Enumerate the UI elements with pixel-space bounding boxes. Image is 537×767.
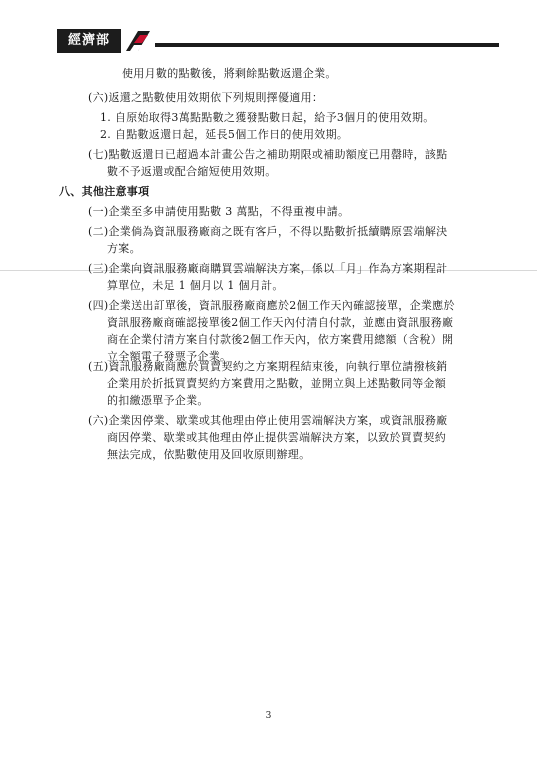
s8-item-3-line-1: (三)企業向資訊服務廠商購買雲端解決方案，係以「月」作為方案期程計: [88, 262, 448, 275]
s8-item-4-line-2: 資訊服務廠商確認接單後2個工作天內付清自付款，並應由資訊服務廠: [107, 316, 454, 329]
s8-item-5-line-3: 的扣繳憑單予企業。: [107, 394, 209, 407]
s8-item-2-line-1: (二)企業倘為資訊服務廠商之既有客戶，不得以點數折抵續購原雲端解決: [88, 225, 448, 238]
ministry-label: 經濟部: [57, 29, 121, 53]
s8-item-4-line-1: (四)企業送出訂單後，資訊服務廠商應於2個工作天內確認接單，企業應於: [88, 299, 455, 312]
page-header: [57, 27, 499, 55]
s8-item-6-line-3: 無法完成，依點數使用及回收原則辦理。: [107, 448, 311, 461]
section-8-title: 八、其他注意事項: [59, 185, 150, 198]
s8-item-4-line-4: 立全額電子發票予企業。: [107, 350, 232, 363]
s8-item-5-line-2: 企業用於折抵買賣契約方案費用之點數，並開立與上述點數同等金額: [107, 377, 446, 390]
page-number: 3: [265, 711, 272, 721]
item-7-line-1: (七)點數返還日已超過本計畫公告之補助期限或補助額度已用罄時，該點: [88, 148, 448, 161]
s8-item-4-line-3: 商在企業付清方案自付款後2個工作天內，依方案費用總額（含稅）開: [107, 333, 454, 346]
header-rule: [155, 43, 499, 47]
s8-item-6-line-2: 商因停業、歇業或其他理由停止提供雲端解決方案，以致於買賣契約: [107, 431, 446, 444]
s8-item-5-line-1: (五)資訊服務廠商應於買賣契約之方案期程結束後，向執行單位請撥核銷: [88, 360, 448, 373]
item-7-line-2: 數不予返還或配合縮短使用效期。: [107, 165, 277, 178]
continuation-text: 使用月數的點數後，將剩餘點數返還企業。: [122, 67, 337, 80]
item-6-sub-1: 1. 自原始取得3萬點點數之獲發點數日起，給予3個月的使用效期。: [100, 111, 435, 124]
s8-item-3-line-2: 算單位，未足 1 個月以 1 個月計。: [107, 279, 284, 292]
ministry-logo-icon: [124, 29, 152, 53]
item-6-title: (六)返還之點數使用效期依下列規則擇優適用：: [88, 91, 324, 104]
s8-item-2-line-2: 方案。: [107, 242, 141, 255]
s8-item-6-line-1: (六)企業因停業、歇業或其他理由停止使用雲端解決方案，或資訊服務廠: [88, 414, 448, 427]
item-6-sub-2: 2. 自點數返還日起，延長5個工作日的使用效期。: [100, 128, 349, 141]
s8-item-1: (一)企業至多申請使用點數 3 萬點，不得重複申請。: [88, 205, 350, 218]
